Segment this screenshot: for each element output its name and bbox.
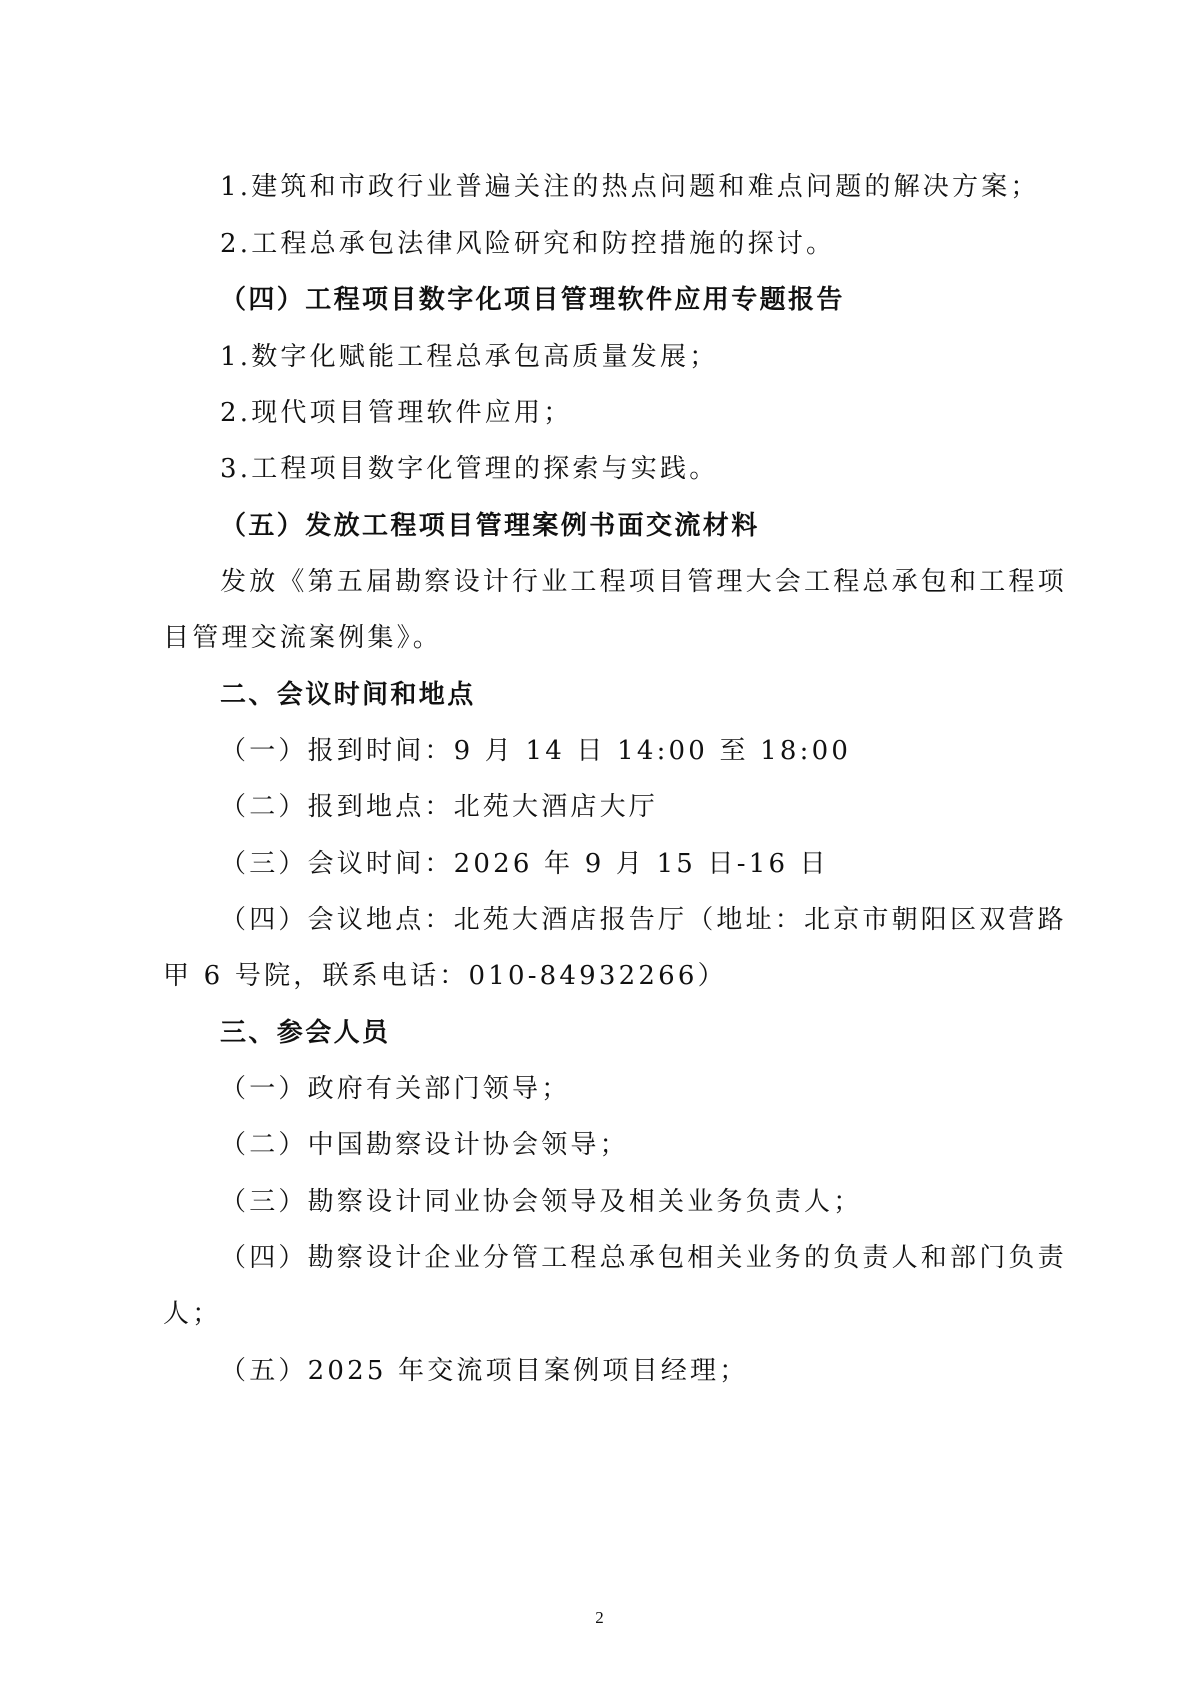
section-heading-case-materials: （五）发放工程项目管理案例书面交流材料 <box>220 511 760 541</box>
attendee-government: （一）政府有关部门领导； <box>220 1074 571 1104</box>
attendee-project-managers: （五）2025 年交流项目案例项目经理； <box>220 1356 749 1386</box>
section-heading-time-place: 二、会议时间和地点 <box>220 680 476 710</box>
paragraph-case-collection-line-2: 目管理交流案例集》。 <box>163 623 443 653</box>
list-item-software-application: 2.现代项目管理软件应用； <box>220 398 573 428</box>
list-item-legal-risk: 2.工程总承包法律风险研究和防控措施的探讨。 <box>220 229 836 259</box>
attendee-peer-associations: （三）勘察设计同业协会领导及相关业务负责人； <box>220 1187 863 1217</box>
attendee-association: （二）中国勘察设计协会领导； <box>220 1130 629 1160</box>
attendee-enterprise-line-2: 人； <box>163 1299 222 1329</box>
meeting-time: （三）会议时间：2026 年 9 月 15 日-16 日 <box>220 849 829 879</box>
paragraph-case-collection-line-1: 发放《第五届勘察设计行业工程项目管理大会工程总承包和工程项 <box>220 567 1067 597</box>
list-item-digital-practice: 3.工程项目数字化管理的探索与实践。 <box>220 454 719 484</box>
section-heading-attendees: 三、参会人员 <box>220 1018 391 1048</box>
list-item-hotspot-solutions: 1.建筑和市政行业普遍关注的热点问题和难点问题的解决方案； <box>220 172 1040 202</box>
registration-place: （二）报到地点：北苑大酒店大厅 <box>220 792 659 822</box>
meeting-place-line-1: （四）会议地点：北苑大酒店报告厅（地址：北京市朝阳区双营路 <box>220 905 1067 935</box>
section-heading-digital-report: （四）工程项目数字化项目管理软件应用专题报告 <box>220 285 845 315</box>
page-number: 2 <box>595 1608 604 1627</box>
meeting-place-line-2: 甲 6 号院，联系电话：010-84932266） <box>163 961 727 991</box>
attendee-enterprise-line-1: （四）勘察设计企业分管工程总承包相关业务的负责人和部门负责 <box>220 1243 1067 1273</box>
list-item-digital-empower: 1.数字化赋能工程总承包高质量发展； <box>220 342 719 372</box>
registration-time: （一）报到时间：9 月 14 日 14:00 至 18:00 <box>220 736 852 766</box>
